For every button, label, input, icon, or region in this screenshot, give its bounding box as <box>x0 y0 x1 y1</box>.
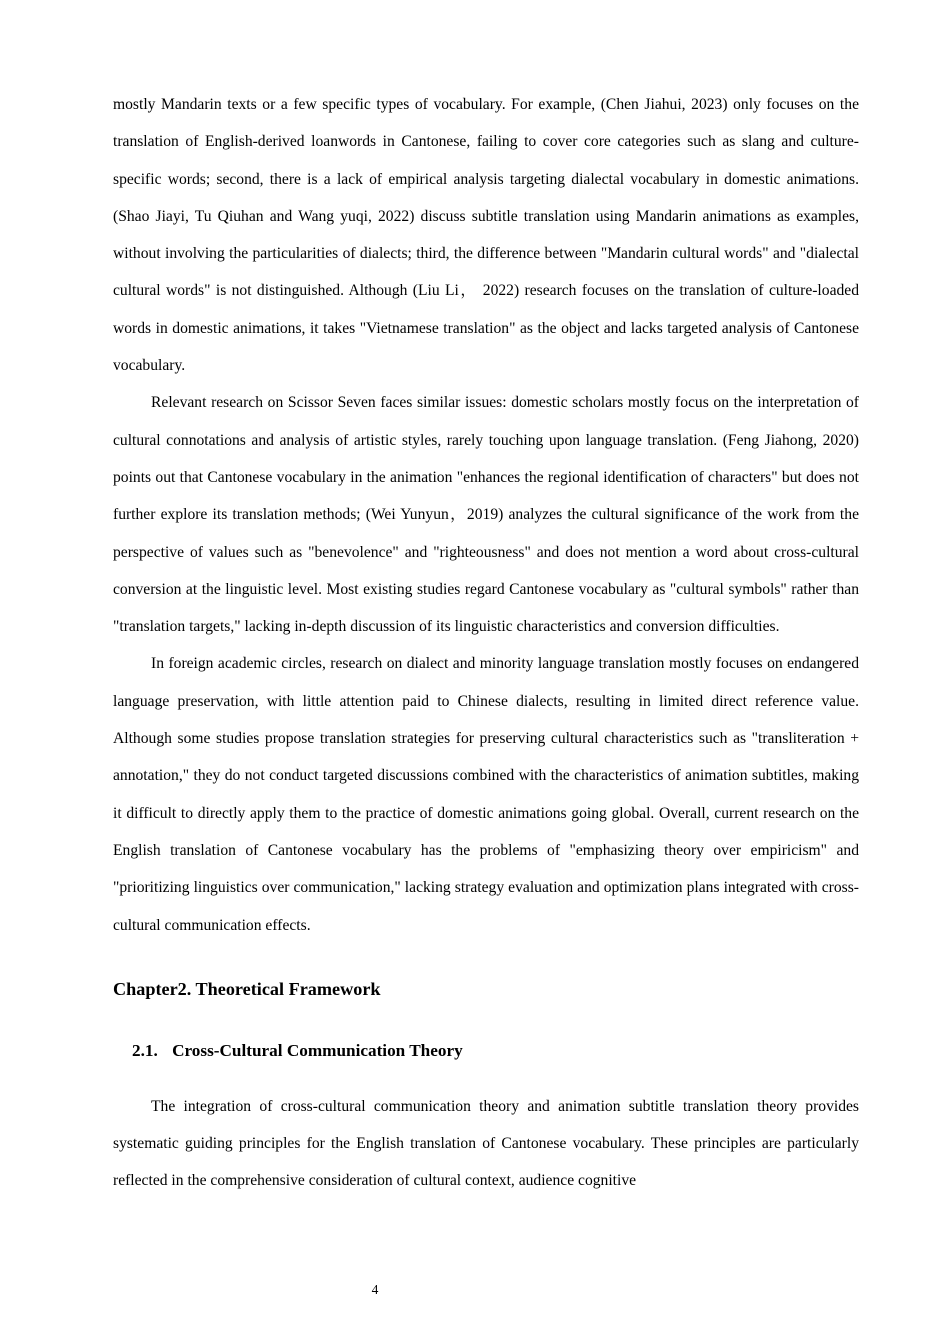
page-number: 4 <box>371 1282 379 1297</box>
section-title: Cross-Cultural Communication Theory <box>172 1040 463 1060</box>
body-paragraph-1: mostly Mandarin texts or a few specific types of vocabulary. For example, (Chen Jiahui, 2023) only focuses on the translation of English-derived loanwords in Cantonese, failing to cover core categories such as slang and culture-specific words; second, there is a lack of empirical analysis targeting dialectal vocabulary in domestic animations. (Shao Jiayi, Tu Qiuhan and Wang yuqi, 2022) discuss subtitle translation using Mandarin animations as examples, without involving the particularities of dialects; third, the difference between "Mandarin cultural words" and "dialectal cultural words" is not distinguished. Although (Liu Li， 2022) research focuses on the translation of culture-loaded words in domestic animations, it takes "Vietnamese translation" as the object and lacks targeted analysis of Cantonese vocabulary. <box>113 96 859 375</box>
section-heading <box>132 1033 859 1069</box>
body-paragraph-2: Relevant research on Scissor Seven faces similar issues: domestic scholars mostly focus on the interpretation of cultural connotations and analysis of artistic styles, rarely touching upon language translation. (Feng Jiahong, 2020) points out that Cantonese vocabulary in the animation "enhances the regional identification of characters" but does not further explore its translation methods; (Wei Yunyun，2019) analyzes the cultural significance of the work from the perspective of values such as "benevolence" and "righteousness" and does not mention a word about cross-cultural conversion at the linguistic level. Most existing studies regard Cantonese vocabulary as "cultural symbols" rather than "translation targets," lacking in-depth discussion of its linguistic characteristics and conversion difficulties. <box>113 394 859 636</box>
body-paragraph-4: The integration of cross-cultural communication theory and animation subtitle translation theory provides systematic guiding principles for the English translation of Cantonese vocabulary. These principles are particularly reflected in the comprehensive consideration of cultural context, audience cognitive <box>113 1097 859 1190</box>
document-body <box>113 86 859 1200</box>
body-paragraph-3: In foreign academic circles, research on dialect and minority language translation mostly focuses on endangered language preservation, with little attention paid to Chinese dialects, resulting in limited direct reference value. Although some studies propose translation strategies for preserving cultural characteristics such as "transliteration + annotation," they do not conduct targeted discussions combined with the characteristics of animation subtitles, making it difficult to directly apply them to the practice of domestic animations going global. Overall, current research on the English translation of Cantonese vocabulary has the problems of "emphasizing theory over empiricism" and "prioritizing linguistics over communication," lacking strategy evaluation and optimization plans integrated with cross-cultural communication effects. <box>113 655 859 934</box>
chapter-heading: Chapter2. Theoretical Framework <box>113 978 381 999</box>
section-number: 2.1. <box>132 1040 158 1060</box>
